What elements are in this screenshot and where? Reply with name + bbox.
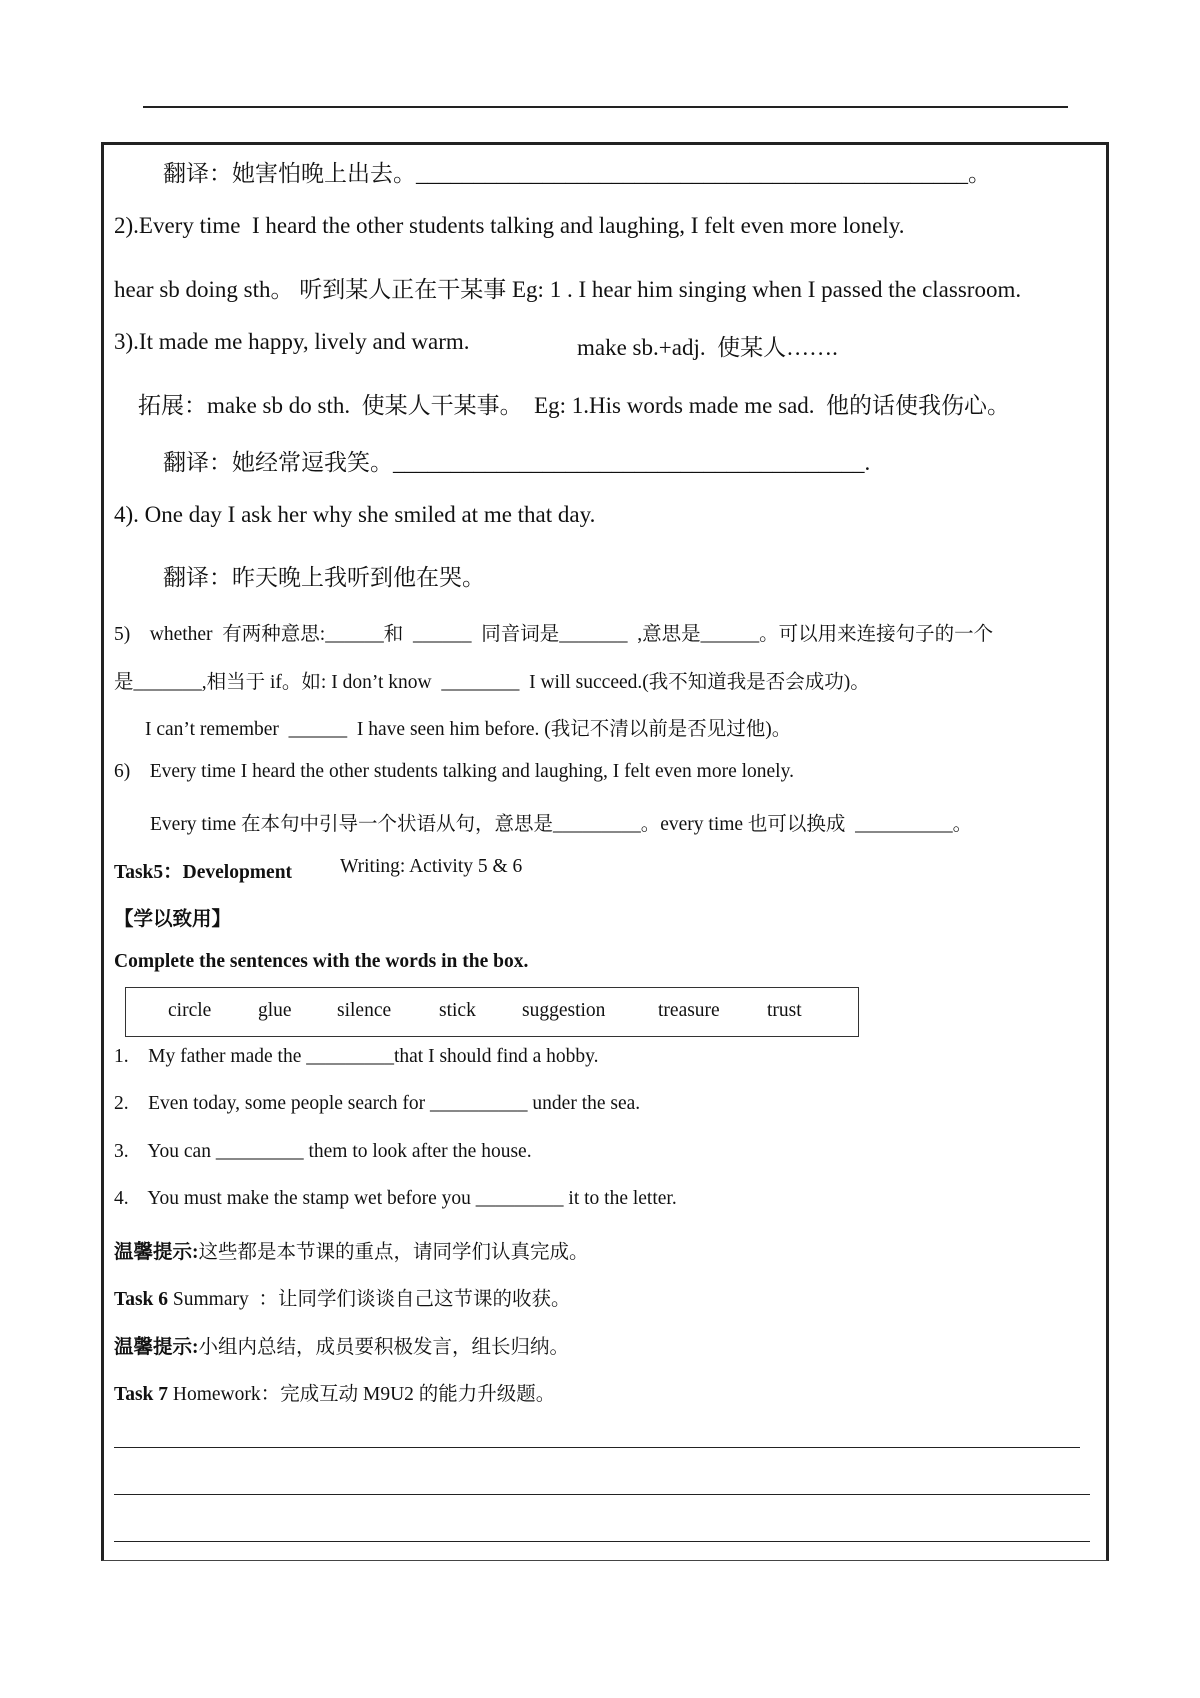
header-rule [143,106,1068,108]
exercise-instruction: Complete the sentences with the words in the box. [114,951,529,972]
tip-label: 温馨提示: [114,1337,199,1358]
word-box-item: silence [337,1000,392,1021]
word-box-item: trust [767,1000,802,1021]
task7-label: Task 7 [114,1384,169,1405]
word-box [125,987,859,1037]
word-box-item: glue [258,1000,292,1021]
hear-sb-doing-note: hear sb doing sth。 听到某人正在干某事 Eg: 1 . I hear him singing when I passed the classroom. [114,277,1022,302]
tip-line-2 [114,1331,569,1359]
tip-text: 这些都是本节课的重点，请同学们认真完成。 [198,1242,589,1263]
every-time-question: Every time 在本句中引导一个状语从句，意思是_________。every time 也可以换成 __________。 [150,814,973,835]
exercise-item-4: 4. You must make the stamp wet before you _________ it to the letter. [114,1188,677,1209]
word-box-item: treasure [658,1000,720,1021]
answer-line [114,1447,1080,1448]
task5-title: Task5：Development [114,862,293,883]
apply-heading: 【学以致用】 [114,909,232,930]
task6-text: Summary ：让同学们谈谈自己这节课的收获。 [168,1289,571,1310]
sentence-6: 6) Every time I heard the other students talking and laughing, I felt even more lonely. [114,761,794,782]
tip-text: 小组内总结，成员要积极发言，组长归纳。 [198,1337,570,1358]
sentence-4: 4). One day I ask her why she smiled at me that day. [114,502,596,527]
whether-example-1: 是_______,相当于 if。如: I don’t know ________ I will succeed.(我不知道我是否会成功)。 [114,672,870,693]
exercise-item-2: 2. Even today, some people search for __________ under the sea. [114,1093,641,1114]
word-box-item: stick [439,1000,476,1021]
tip-label: 温馨提示: [114,1242,199,1263]
answer-line [114,1541,1090,1542]
sentence-3: 3).It made me happy, lively and warm. [114,329,470,354]
word-box-item: circle [168,1000,212,1021]
make-sb-adj-note: make sb.+adj. 使某人……. [577,335,838,360]
translation-line-1: 翻译：她害怕晚上出去。________________________________________________。 [163,161,991,186]
tip-line-1 [114,1236,589,1264]
task6-label: Task 6 [114,1289,169,1310]
extension-note: 拓展：make sb do sth. 使某人干某事。 Eg: 1.His words made me sad. 他的话使我伤心。 [138,393,1011,418]
sentence-2: 2).Every time I heard the other students talking and laughing, I felt even more lonely. [114,213,905,238]
task7-text: Homework：完成互动 M9U2 的能力升级题。 [168,1384,556,1405]
answer-line [114,1494,1090,1495]
task6-line [114,1283,571,1311]
translation-line-3: 翻译：昨天晚上我听到他在哭。 [163,565,485,590]
task7-line [114,1378,555,1406]
exercise-item-3: 3. You can _________ them to look after the house. [114,1141,532,1162]
exercise-item-1: 1. My father made the _________that I should find a hobby. [114,1046,599,1067]
whether-example-2: I can’t remember ______ I have seen him before. (我记不清以前是否见过他)。 [145,719,792,740]
task5-writing: Writing: Activity 5 & 6 [340,856,523,877]
whether-question: 5) whether 有两种意思:______和 ______ 同音词是_______ ,意思是______。可以用来连接句子的一个 [114,624,994,645]
word-box-item: suggestion [522,1000,606,1021]
translation-line-2: 翻译：她经常逗我笑。_________________________________________. [163,450,871,475]
